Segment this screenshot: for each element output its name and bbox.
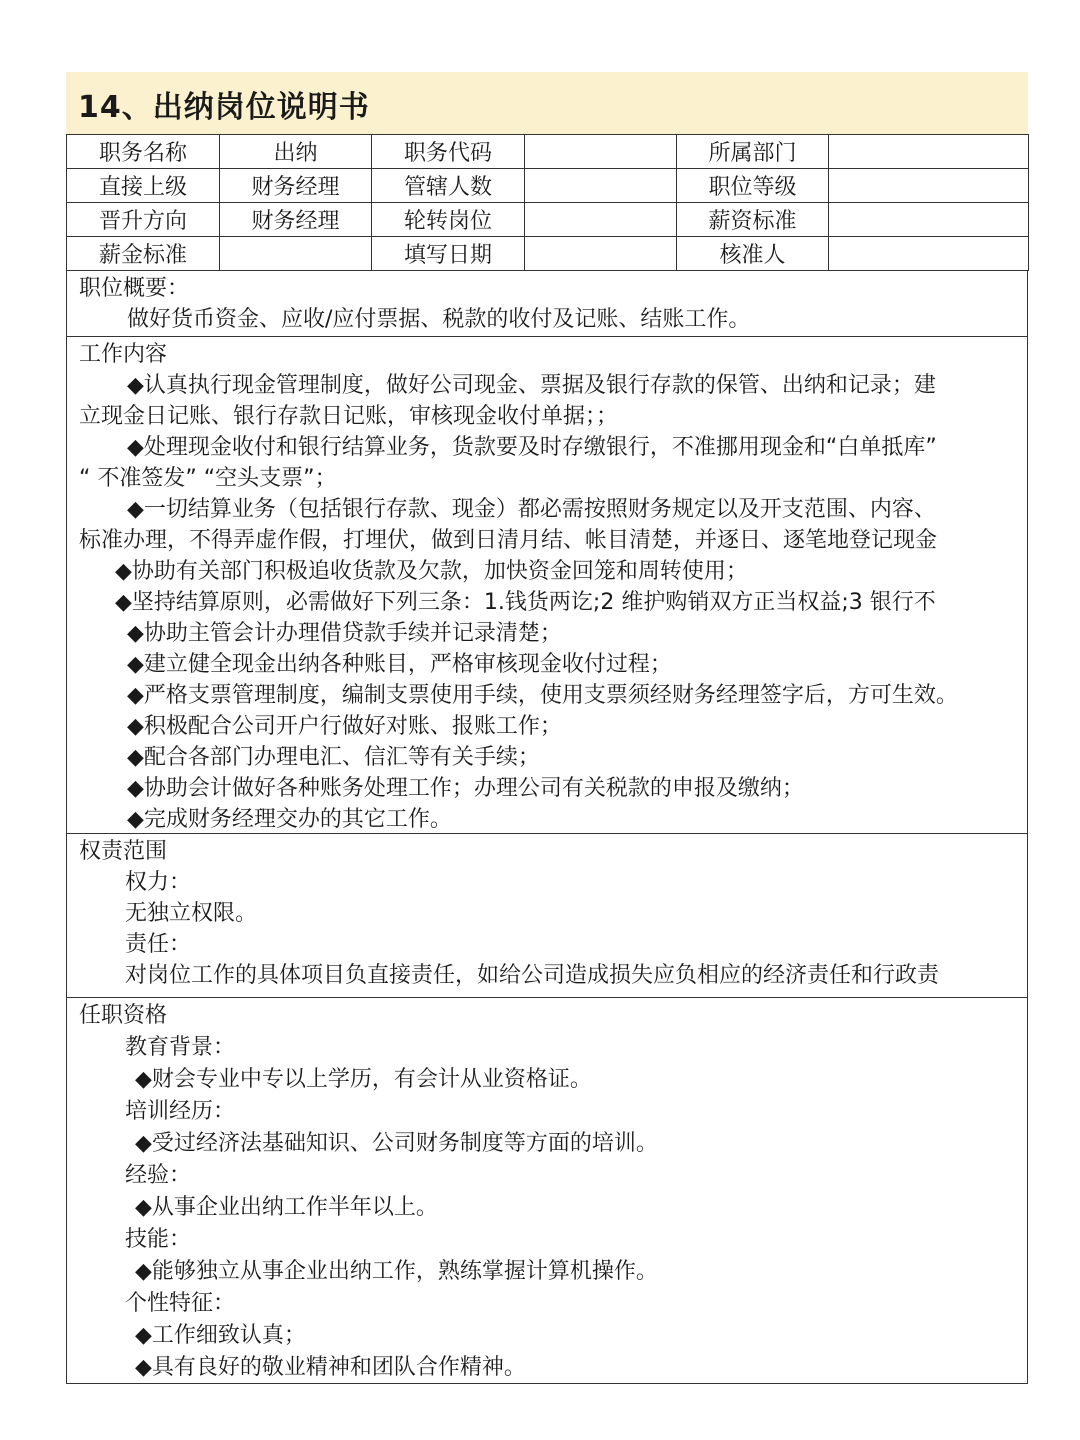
trait-item: ◆具有良好的敬业精神和团队合作精神。 xyxy=(135,1355,526,1380)
overview-heading: 职位概要： xyxy=(79,276,190,301)
duty-item: ◆协助会计做好各种账务处理工作；办理公司有关税款的申报及缴纳； xyxy=(127,776,804,801)
skills-label: 技能： xyxy=(125,1227,192,1252)
info-label-cell: 晋升方向 xyxy=(67,203,220,237)
overview-text: 做好货币资金、应收/应付票据、税款的收付及记账、结账工作。 xyxy=(127,307,751,332)
info-label-cell: 核准人 xyxy=(677,237,829,271)
duty-paragraph-2a: ◆处理现金收付和银行结算业务，货款要及时存缴银行，不准挪用现金和“白单抵库” xyxy=(127,435,937,460)
info-label-cell: 职务代码 xyxy=(372,135,525,169)
info-table xyxy=(66,134,1029,271)
info-row xyxy=(67,203,1029,237)
info-value-cell: 出纳 xyxy=(220,135,372,169)
duty-item: ◆完成财务经理交办的其它工作。 xyxy=(127,807,452,832)
qualifications-heading: 任职资格 xyxy=(79,1003,168,1028)
info-label-cell: 职位等级 xyxy=(677,169,829,203)
power-label: 权力： xyxy=(125,870,192,895)
info-value-cell xyxy=(525,169,677,203)
duty-item: ◆坚持结算原则，必需做好下列三条：1.钱货两讫;2 维护购销双方正当权益;3 银行不 xyxy=(115,590,936,615)
duties-heading: 工作内容 xyxy=(79,342,168,367)
info-value-cell xyxy=(829,135,1029,169)
responsibility-text: 对岗位工作的具体项目负直接责任，如给公司造成损失应负相应的经济责任和行政责 xyxy=(125,963,940,988)
duty-paragraph-1b: 立现金日记账、银行存款日记账，审核现金收付单据；； xyxy=(79,404,619,429)
duty-item: ◆配合各部门办理电汇、信汇等有关手续； xyxy=(127,745,540,770)
info-label-cell: 轮转岗位 xyxy=(372,203,525,237)
info-value-cell xyxy=(220,237,372,271)
qualifications-section xyxy=(66,998,1028,1384)
duties-section xyxy=(66,337,1028,834)
duty-item: ◆严格支票管理制度，编制支票使用手续，使用支票须经财务经理签字后，方可生效。 xyxy=(127,683,958,708)
duty-paragraph-1a: ◆认真执行现金管理制度，做好公司现金、票据及银行存款的保管、出纳和记录；建 xyxy=(127,373,936,398)
info-value-cell xyxy=(829,237,1029,271)
experience-text: ◆从事企业出纳工作半年以上。 xyxy=(135,1195,438,1220)
duty-paragraph-3a: ◆一切结算业务（包括银行存款、现金）都必需按照财务规定以及开支范围、内容、 xyxy=(127,497,936,522)
overview-section xyxy=(66,271,1028,337)
page-title: 14、出纳岗位说明书 xyxy=(78,90,370,125)
authority-heading: 权责范围 xyxy=(79,839,168,864)
duty-item: ◆协助有关部门积极追收货款及欠款，加快资金回笼和周转使用； xyxy=(115,559,748,584)
info-value-cell: 财务经理 xyxy=(220,169,372,203)
responsibility-label: 责任： xyxy=(125,932,192,957)
info-value-cell: 财务经理 xyxy=(220,203,372,237)
info-label-cell: 所属部门 xyxy=(677,135,829,169)
experience-label: 经验： xyxy=(125,1163,192,1188)
duty-item: ◆建立健全现金出纳各种账目，严格审核现金收付过程； xyxy=(127,652,672,677)
info-value-cell xyxy=(829,203,1029,237)
info-value-cell xyxy=(525,203,677,237)
traits-label: 个性特征： xyxy=(125,1291,236,1316)
info-label-cell: 职务名称 xyxy=(67,135,220,169)
info-value-cell xyxy=(829,169,1029,203)
info-label-cell: 薪资标准 xyxy=(677,203,829,237)
info-label-cell: 薪金标准 xyxy=(67,237,220,271)
education-text: ◆财会专业中专以上学历，有会计从业资格证。 xyxy=(135,1067,592,1092)
title-bar xyxy=(66,72,1028,134)
info-row xyxy=(67,237,1029,271)
duty-paragraph-3b: 标准办理，不得弄虚作假，打埋伏，做到日清月结、帐目清楚，并逐日、逐笔地登记现金 xyxy=(79,528,938,553)
job-description-table xyxy=(66,134,1028,1384)
info-value-cell xyxy=(525,237,677,271)
skills-text: ◆能够独立从事企业出纳工作，熟练掌握计算机操作。 xyxy=(135,1259,658,1284)
duty-item: ◆协助主管会计办理借贷款手续并记录清楚； xyxy=(127,621,562,646)
power-text: 无独立权限。 xyxy=(125,901,258,926)
info-row xyxy=(67,135,1029,169)
info-label-cell: 管辖人数 xyxy=(372,169,525,203)
info-label-cell: 直接上级 xyxy=(67,169,220,203)
training-label: 培训经历： xyxy=(125,1099,236,1124)
info-row xyxy=(67,169,1029,203)
authority-section xyxy=(66,834,1028,998)
education-label: 教育背景： xyxy=(125,1035,236,1060)
duty-item: ◆积极配合公司开户行做好对账、报账工作； xyxy=(127,714,562,739)
info-label-cell: 填写日期 xyxy=(372,237,525,271)
duty-paragraph-2b: “ 不准签发” “空头支票”； xyxy=(79,466,337,491)
info-value-cell xyxy=(525,135,677,169)
trait-item: ◆工作细致认真； xyxy=(135,1323,306,1348)
training-text: ◆受过经济法基础知识、公司财务制度等方面的培训。 xyxy=(135,1131,658,1156)
